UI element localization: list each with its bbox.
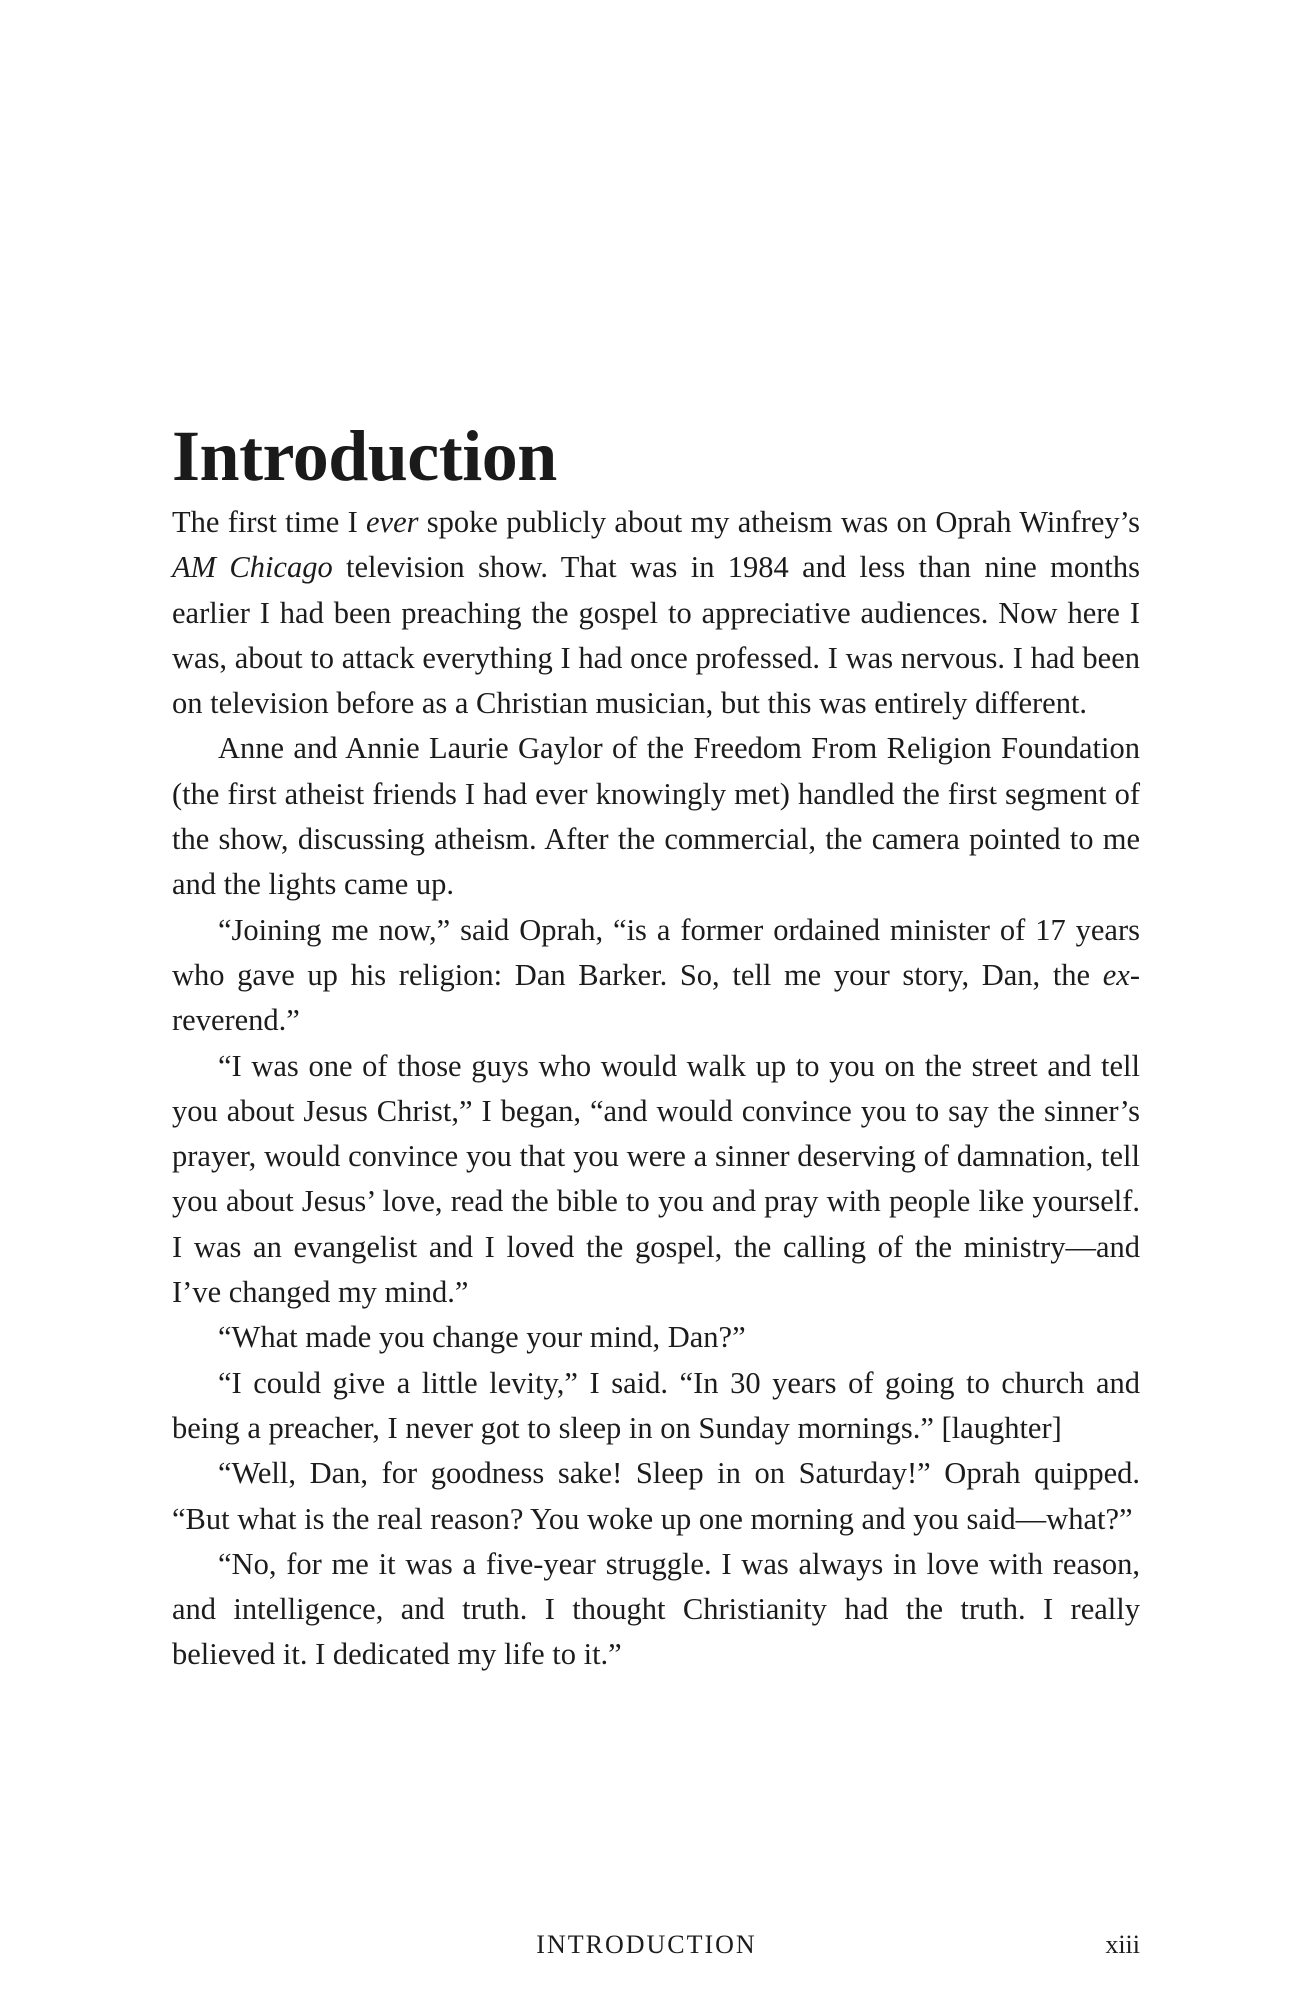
paragraph: [172, 908, 1140, 1044]
text-segment: Anne and Annie Laurie Gaylor of the Freedom From Religion Foundation (the first atheist friends I had ever knowingly met) handled the first segment of the show, discussing atheism. After the commercial, the camera pointed to me and the lights came up.: [172, 731, 1140, 902]
text-segment: “Joining me now,” said Oprah, “is a former ordained minister of 17 years who gave up his religion: Dan Barker. So, tell me your story, Dan, the: [172, 912, 1140, 992]
italic-text: ever: [366, 505, 419, 539]
running-footer: INTRODUCTION: [536, 1930, 757, 1959]
italic-text: ex: [1102, 957, 1130, 992]
text-segment: “No, for me it was a five-year struggle. I was always in love with reason, and intelligence, and truth. I thought Christianity had the truth. I really believed it. I dedicated my life to it.”: [172, 1546, 1140, 1672]
text-segment: “I could give a little levity,” I said. “In 30 years of going to church and being a preacher, I never got to sleep in on Sunday mornings.” [laughter]: [172, 1365, 1140, 1445]
paragraph: [172, 1315, 1140, 1360]
page-number: xiii: [1105, 1930, 1140, 1959]
paragraph: [172, 1542, 1140, 1678]
paragraph: [172, 1451, 1140, 1542]
paragraph: [172, 1044, 1140, 1316]
italic-text: AM Chicago: [172, 550, 333, 585]
chapter-title: Introduction: [172, 416, 557, 496]
paragraph: [172, 500, 1140, 726]
text-segment: “I was one of those guys who would walk up to you on the street and tell you about Jesus Christ,” I began, “and would convince you to say the sinner’s prayer, would convince you that you were a sinner deserving of damnation, tell you about Jesus’ love, read the bible to you and pray with people like yourself. I was an evangelist and I loved the gospel, the calling of the ministry—and I’ve changed my mind.”: [172, 1048, 1140, 1310]
body-text: [172, 500, 1140, 1678]
paragraph: [172, 726, 1140, 907]
text-segment: television show. That was in 1984 and less than nine months earlier I had been preaching the gospel to appreciative audiences. Now here I was, about to attack everything I had once professed. I was nervous. I had been on television before as a Christian musician, but this was entirely different.: [172, 550, 1140, 721]
text-segment: “Well, Dan, for goodness sake! Sleep in on Saturday!” Oprah quipped. “But what is the real reason? You woke up one morning and you said—what?”: [172, 1456, 1140, 1536]
text-segment: The first time I: [172, 505, 367, 539]
text-segment: “What made you change your mind, Dan?”: [218, 1320, 746, 1355]
paragraph: [172, 1361, 1140, 1452]
text-segment: -reverend.”: [172, 957, 1140, 1038]
text-segment: spoke publicly about my atheism was on Oprah Winfrey’s: [418, 505, 1140, 539]
